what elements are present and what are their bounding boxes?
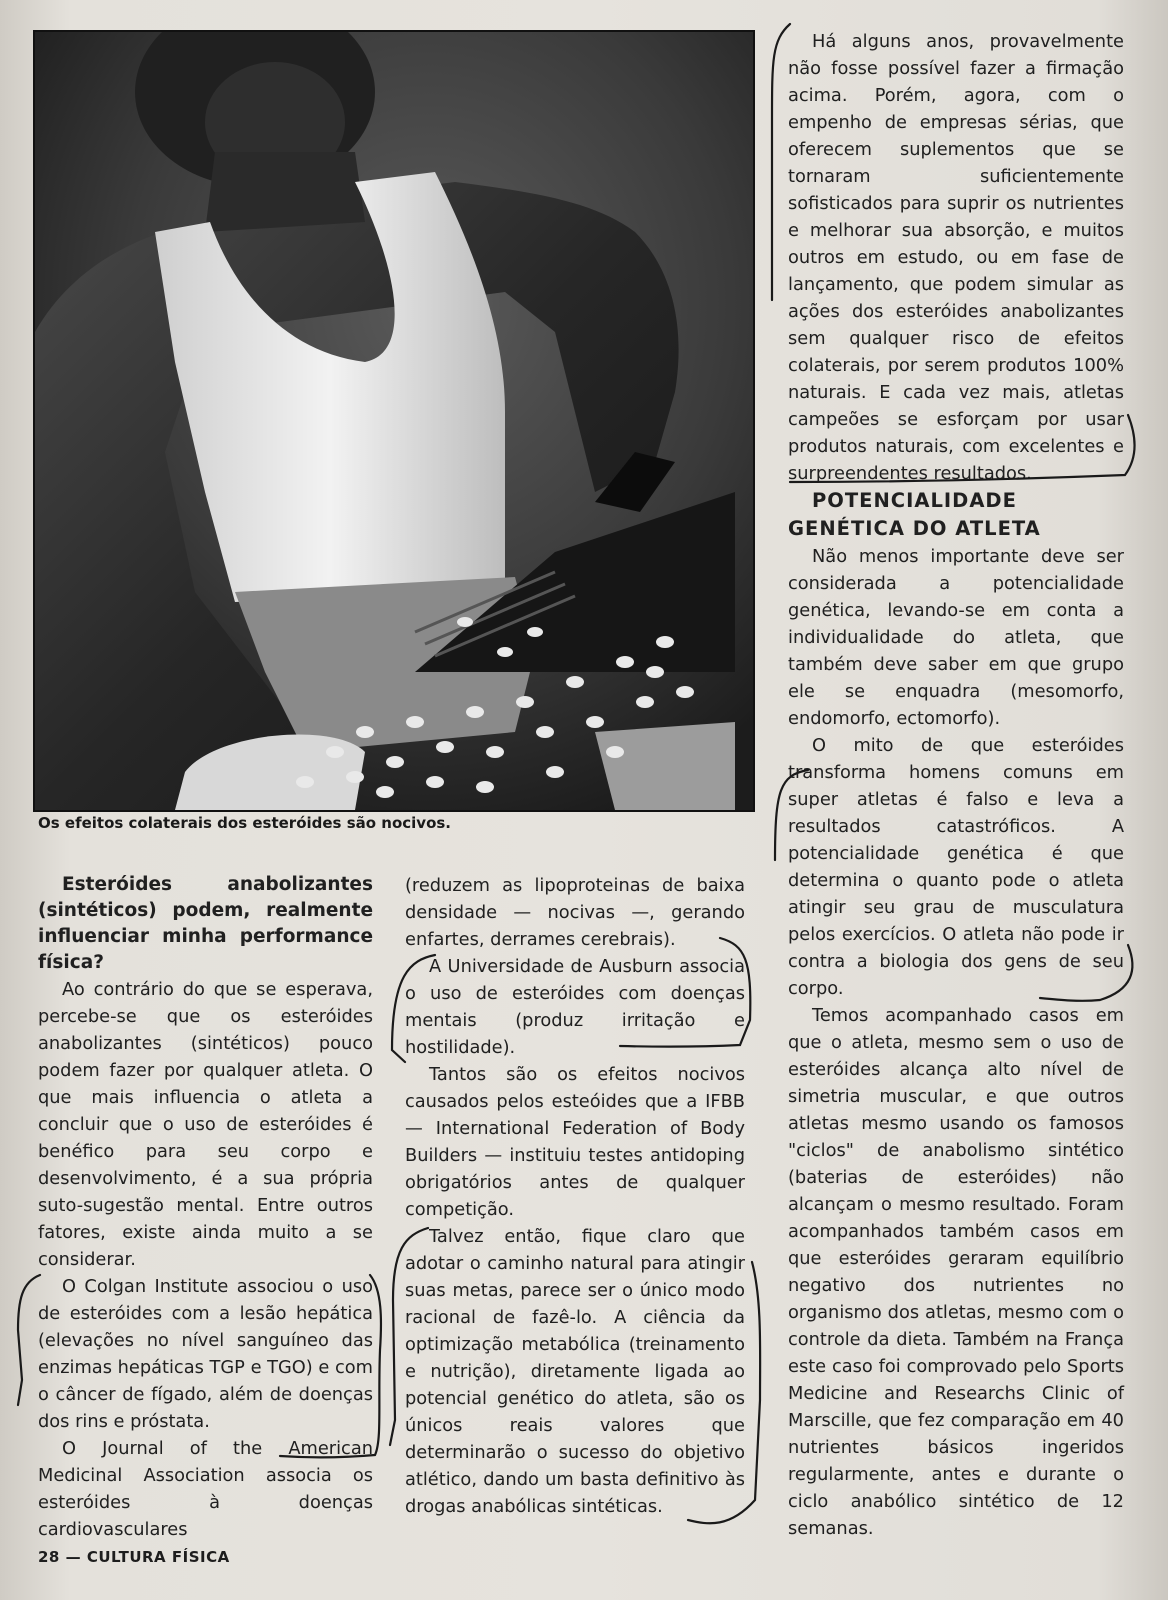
paragraph: O mito de que esteróides transforma homens comuns em super atletas é falso e leva a resultados catastróficos. A potencialidade genética é que determina o quanto pode o atleta atingir seu grau de musculatura pelos exercícios. O atleta não pode ir contra a biologia dos gens de seu corpo. (788, 735, 1124, 999)
athlete-photo (33, 30, 755, 812)
paragraph: (reduzem as lipoproteinas de baixa densidade — nocivas —, gerando enfartes, derrames cerebrais). (405, 875, 745, 950)
paragraph: Ao contrário do que se esperava, percebe-se que os esteróides anabolizantes (sintéticos) pouco podem fazer por qualquer atleta. O que mais influencia o atleta a concluir que o uso de esteróides é benéfico para seu corpo e desenvolvimento, é a sua própria suto-sugestão mental. Entre outros fatores, existe ainda muito a se considerar. (38, 979, 373, 1270)
right-column (788, 28, 1124, 1542)
paragraph: Há alguns anos, provavelmente não fosse possível fazer a firmação acima. Porém, agora, com o empenho de empresas sérias, que oferecem suplementos que se tornaram suficientemente sofisticados para suprir os nutrientes e melhorar sua absorção, e muitos outros em estudo, ou em fase de lançamento, que podem simular as ações dos esteróides anabolizantes sem qualquer risco de efeitos colaterais, por serem produtos 100% naturais. E cada vez mais, atletas campeões se esforçam por usar produtos naturais, com excelentes e surpreendentes resultados. (788, 31, 1124, 484)
section-heading: POTENCIALIDADE GENÉTICA DO ATLETA (788, 489, 1041, 540)
photo-caption: Os efeitos colaterais dos esteróides são nocivos. (38, 814, 452, 832)
middle-column (405, 872, 745, 1520)
paragraph: Tantos são os efeitos nocivos causados pelos esteóides que a IFBB — International Federation of Body Builders — instituiu testes antidoping obrigatórios antes de qualquer competição. (405, 1064, 745, 1220)
paragraph: Não menos importante deve ser considerada a potencialidade genética, levando-se em conta a individualidade do atleta, que também deve saber em que grupo ele se enquadra (mesomorfo, endomorfo, ectomorfo). (788, 546, 1124, 729)
page-footer: 28 — CULTURA FÍSICA (38, 1548, 230, 1566)
section-heading: Esteróides anabolizantes (sintéticos) podem, realmente influenciar minha performance física? (38, 874, 373, 973)
paragraph: O Colgan Institute associou o uso de esteróides com a lesão hepática (elevações no nível sanguíneo das enzimas hepáticas TGP e TGO) e com o câncer de fígado, além de doenças dos rins e próstata. (38, 1276, 373, 1432)
paragraph: O Journal of the American Medicinal Association associa os esteróides à doenças cardiovasculares (38, 1438, 373, 1540)
paragraph: Talvez então, fique claro que adotar o caminho natural para atingir suas metas, parece ser o único modo racional de fazê-lo. A ciência da optimização metabólica (treinamento e nutrição), diretamente ligada ao potencial genético do atleta, são os únicos reais valores que determinarão o sucesso do objetivo atlético, dando um basta definitivo às drogas anabólicas sintéticas. (405, 1226, 745, 1517)
paragraph: A Universidade de Ausburn associa o uso de esteróides com doenças mentais (produz irritação e hostilidade). (405, 956, 745, 1058)
left-column (38, 872, 373, 1543)
paragraph: Temos acompanhado casos em que o atleta, mesmo sem o uso de esteróides alcança alto nível de simetria muscular, e que outros atletas mesmo usando os famosos "ciclos" de anabolismo sintético (baterias de esteróides) não alcançam o mesmo resultado. Foram acompanhados também casos em que esteróides geraram equilíbrio negativo dos nutrientes no organismo dos atletas, mesmo com o controle da dieta. Também na França este caso foi comprovado pelo Sports Medicine and Researchs Clinic of Marscille, que fez comparação em 40 nutrientes básicos ingeridos regularmente, antes e durante o ciclo anabólico sintético de 12 semanas. (788, 1005, 1124, 1539)
